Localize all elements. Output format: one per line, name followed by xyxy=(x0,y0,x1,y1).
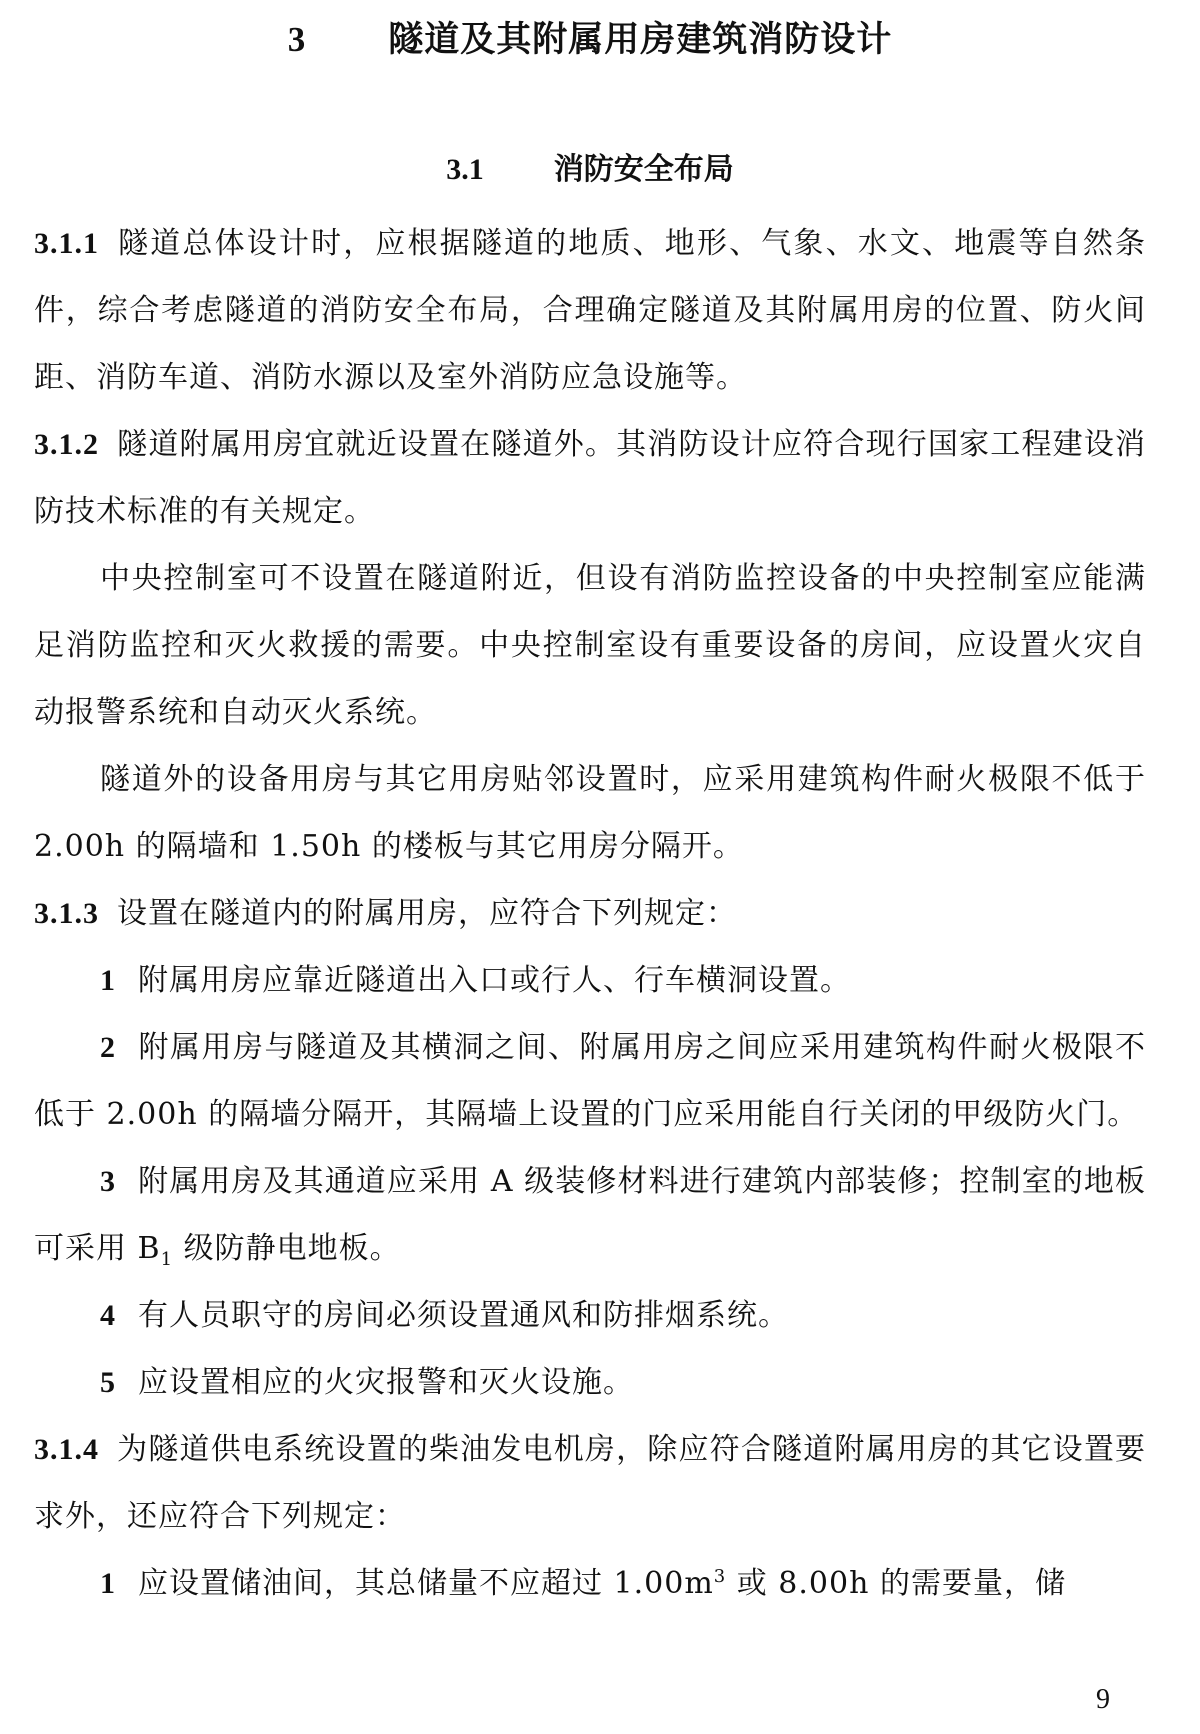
clause-text: 隧道总体设计时，应根据隧道的地质、地形、气象、水文、地震等自然条件，综合考虑隧道的消防安全布局，合理确定隧道及其附属用房的位置、防火间距、消防车道、消防水源以及室外消防应急设施等。 xyxy=(34,226,1146,395)
item-number: 1 xyxy=(100,964,116,997)
clause-number: 3.1.1 xyxy=(34,227,99,260)
clause-3-1-4 xyxy=(34,1416,1146,1550)
section-title xyxy=(34,142,1146,198)
item-text: 应设置储油间，其总储量不应超过 1.00m xyxy=(138,1566,714,1601)
page-number: 9 xyxy=(1096,1684,1110,1715)
clause-number: 3.1.3 xyxy=(34,897,99,930)
item-text: 有人员职守的房间必须设置通风和防排烟系统。 xyxy=(138,1298,789,1333)
item-text-cont: 级防静电地板。 xyxy=(173,1231,401,1266)
chapter-title-text: 隧道及其附属用房建筑消防设计 xyxy=(388,20,893,60)
section-title-text: 消防安全布局 xyxy=(553,152,734,187)
clause-3-1-1 xyxy=(34,210,1146,411)
chapter-title xyxy=(34,10,1146,70)
item-number: 3 xyxy=(100,1165,116,1198)
item-number: 1 xyxy=(100,1567,116,1600)
clause-3-1-2 xyxy=(34,411,1146,545)
clause-text: 隧道附属用房宜就近设置在隧道外。其消防设计应符合现行国家工程建设消防技术标准的有关规定。 xyxy=(34,427,1146,529)
list-item xyxy=(34,1282,1146,1349)
item-text-cont: 或 8.00h 的需要量，储 xyxy=(726,1566,1066,1601)
paragraph: 隧道外的设备用房与其它用房贴邻设置时，应采用建筑构件耐火极限不低于 2.00h 的隔墙和 1.50h 的楼板与其它用房分隔开。 xyxy=(34,762,1146,864)
document-body xyxy=(34,210,1146,1617)
chapter-number: 3 xyxy=(287,20,307,59)
subscript: 1 xyxy=(160,1249,174,1270)
item-text: 附属用房与隧道及其横洞之间、附属用房之间应采用建筑构件耐火极限不低于 2.00h 的隔墙分隔开，其隔墙上设置的门应采用能自行关闭的甲级防火门。 xyxy=(34,1030,1146,1132)
item-number: 2 xyxy=(100,1031,116,1064)
clause-text: 为隧道供电系统设置的柴油发电机房，除应符合隧道附属用房的其它设置要求外，还应符合下列规定： xyxy=(34,1432,1146,1534)
list-item xyxy=(34,947,1146,1014)
item-number: 4 xyxy=(100,1299,116,1332)
list-item xyxy=(34,1148,1146,1282)
list-item xyxy=(34,1014,1146,1148)
clause-number: 3.1.4 xyxy=(34,1433,99,1466)
list-item xyxy=(34,1550,1146,1617)
item-number: 5 xyxy=(100,1366,116,1399)
paragraph: 中央控制室可不设置在隧道附近，但设有消防监控设备的中央控制室应能满足消防监控和灭火救援的需要。中央控制室设有重要设备的房间，应设置火灾自动报警系统和自动灭火系统。 xyxy=(34,561,1146,730)
clause-text: 设置在隧道内的附属用房，应符合下列规定： xyxy=(117,896,737,931)
superscript: 3 xyxy=(713,1566,727,1587)
clause-3-1-3 xyxy=(34,880,1146,947)
item-text: 附属用房及其通道应采用 A 级装修材料进行建筑内部装修；控制室的地板可采用 B xyxy=(34,1164,1146,1266)
document-page xyxy=(34,0,1146,1734)
section-number: 3.1 xyxy=(446,153,484,186)
clause-number: 3.1.2 xyxy=(34,428,99,461)
item-text: 附属用房应靠近隧道出入口或行人、行车横洞设置。 xyxy=(138,963,851,998)
list-item xyxy=(34,1349,1146,1416)
item-text: 应设置相应的火灾报警和灭火设施。 xyxy=(138,1365,634,1400)
